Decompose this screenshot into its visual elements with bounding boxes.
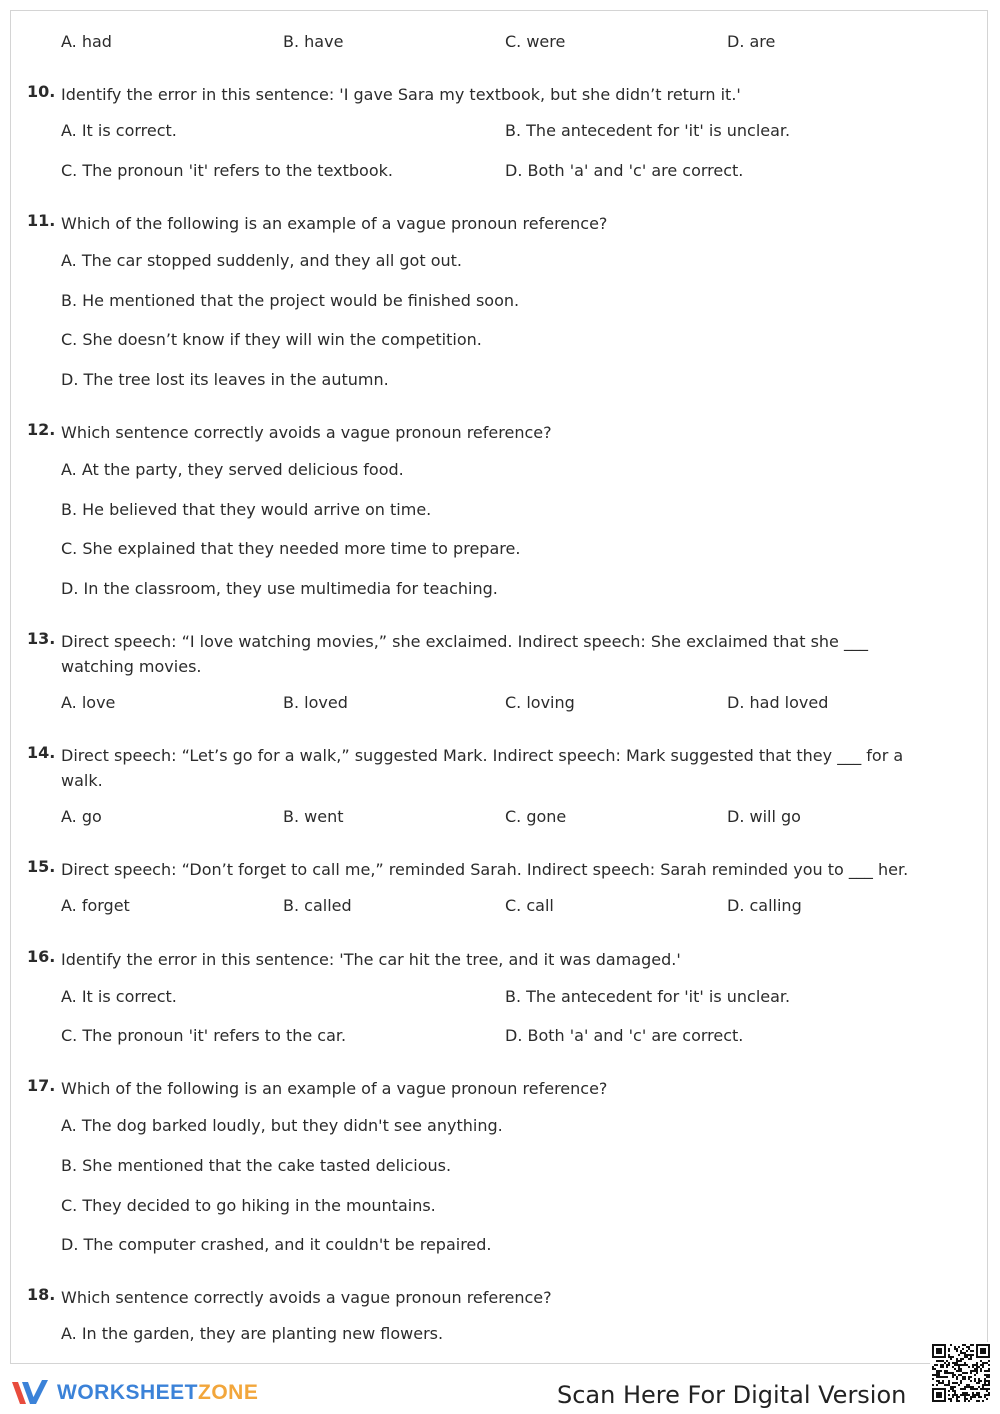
option-d[interactable]: D. will go xyxy=(727,807,801,826)
option-b[interactable]: B. loved xyxy=(283,693,348,712)
question-number: 12. xyxy=(27,420,56,439)
question-stem: Which of the following is an example of a vague pronoun reference? xyxy=(61,1079,608,1098)
footer xyxy=(0,1364,1000,1414)
option-c[interactable]: C. gone xyxy=(505,807,567,826)
option-a[interactable]: A. love xyxy=(61,693,116,712)
option-b[interactable]: B. The antecedent for 'it' is unclear. xyxy=(505,121,791,140)
option-d[interactable]: D. had loved xyxy=(727,693,829,712)
question-number: 16. xyxy=(27,947,56,966)
option-b[interactable]: B. have xyxy=(283,32,344,51)
option-c[interactable]: C. The pronoun 'it' refers to the textbook. xyxy=(61,161,393,180)
scan-instruction: Scan Here For Digital Version xyxy=(557,1381,907,1409)
option-d[interactable]: D. calling xyxy=(727,896,802,915)
question-stem: Direct speech: “Don’t forget to call me,” reminded Sarah. Indirect speech: Sarah reminded you to ___ her. xyxy=(61,860,909,879)
option-a[interactable]: A. It is correct. xyxy=(61,987,177,1006)
option-c[interactable]: C. The pronoun 'it' refers to the car. xyxy=(61,1026,347,1045)
option-d[interactable]: D. In the classroom, they use multimedia for teaching. xyxy=(61,579,498,598)
option-b[interactable]: B. went xyxy=(283,807,344,826)
option-a[interactable]: A. In the garden, they are planting new flowers. xyxy=(61,1324,444,1343)
question-stem: Identify the error in this sentence: 'The car hit the tree, and it was damaged.' xyxy=(61,950,681,969)
option-a[interactable]: A. had xyxy=(61,32,112,51)
qr-code-icon[interactable] xyxy=(930,1342,992,1404)
option-b[interactable]: B. The antecedent for 'it' is unclear. xyxy=(505,987,791,1006)
brand-name-right: ZONE xyxy=(198,1381,259,1404)
option-a[interactable]: A. The dog barked loudly, but they didn't see anything. xyxy=(61,1116,503,1135)
option-d[interactable]: D. The computer crashed, and it couldn't be repaired. xyxy=(61,1235,492,1254)
option-c[interactable]: C. She doesn’t know if they will win the competition. xyxy=(61,330,482,349)
question-stem: Which sentence correctly avoids a vague pronoun reference? xyxy=(61,423,552,442)
option-c[interactable]: C. call xyxy=(505,896,554,915)
question-number: 10. xyxy=(27,82,56,101)
question-number: 14. xyxy=(27,743,56,762)
question-stem: Which sentence correctly avoids a vague pronoun reference? xyxy=(61,1288,552,1307)
option-c[interactable]: C. were xyxy=(505,32,566,51)
question-number: 18. xyxy=(27,1285,56,1304)
question-number: 15. xyxy=(27,857,56,876)
brand-name-left: WORKSHEET xyxy=(57,1381,198,1404)
question-number: 13. xyxy=(27,629,56,648)
option-d[interactable]: D. The tree lost its leaves in the autumn. xyxy=(61,370,389,389)
question-number: 17. xyxy=(27,1076,56,1095)
option-a[interactable]: A. go xyxy=(61,807,102,826)
option-b[interactable]: B. She mentioned that the cake tasted delicious. xyxy=(61,1156,452,1175)
option-a[interactable]: A. At the party, they served delicious food. xyxy=(61,460,404,479)
worksheet-page xyxy=(10,10,988,1364)
question-stem: Direct speech: “I love watching movies,” she exclaimed. Indirect speech: She exclaimed that she ___ watching movies. xyxy=(61,632,868,676)
question-stem: Identify the error in this sentence: 'I gave Sara my textbook, but she didn’t return it.' xyxy=(61,85,741,104)
option-b[interactable]: B. called xyxy=(283,896,352,915)
option-a[interactable]: A. The car stopped suddenly, and they all got out. xyxy=(61,251,462,270)
previous-question-options xyxy=(61,32,961,56)
worksheetzone-logo-icon xyxy=(10,1378,52,1412)
question-number: 11. xyxy=(27,211,56,230)
option-c[interactable]: C. She explained that they needed more time to prepare. xyxy=(61,539,521,558)
question-stem: Direct speech: “Let’s go for a walk,” suggested Mark. Indirect speech: Mark suggested that they ___ for a walk. xyxy=(61,746,904,790)
option-a[interactable]: A. It is correct. xyxy=(61,121,177,140)
option-a[interactable]: A. forget xyxy=(61,896,130,915)
option-c[interactable]: C. They decided to go hiking in the mountains. xyxy=(61,1196,436,1215)
option-d[interactable]: D. Both 'a' and 'c' are correct. xyxy=(505,161,744,180)
brand-logo xyxy=(57,1381,258,1405)
question-stem: Which of the following is an example of a vague pronoun reference? xyxy=(61,214,608,233)
option-d[interactable]: D. are xyxy=(727,32,776,51)
option-b[interactable]: B. He mentioned that the project would be finished soon. xyxy=(61,291,520,310)
option-d[interactable]: D. Both 'a' and 'c' are correct. xyxy=(505,1026,744,1045)
option-b[interactable]: B. He believed that they would arrive on time. xyxy=(61,500,432,519)
option-c[interactable]: C. loving xyxy=(505,693,575,712)
